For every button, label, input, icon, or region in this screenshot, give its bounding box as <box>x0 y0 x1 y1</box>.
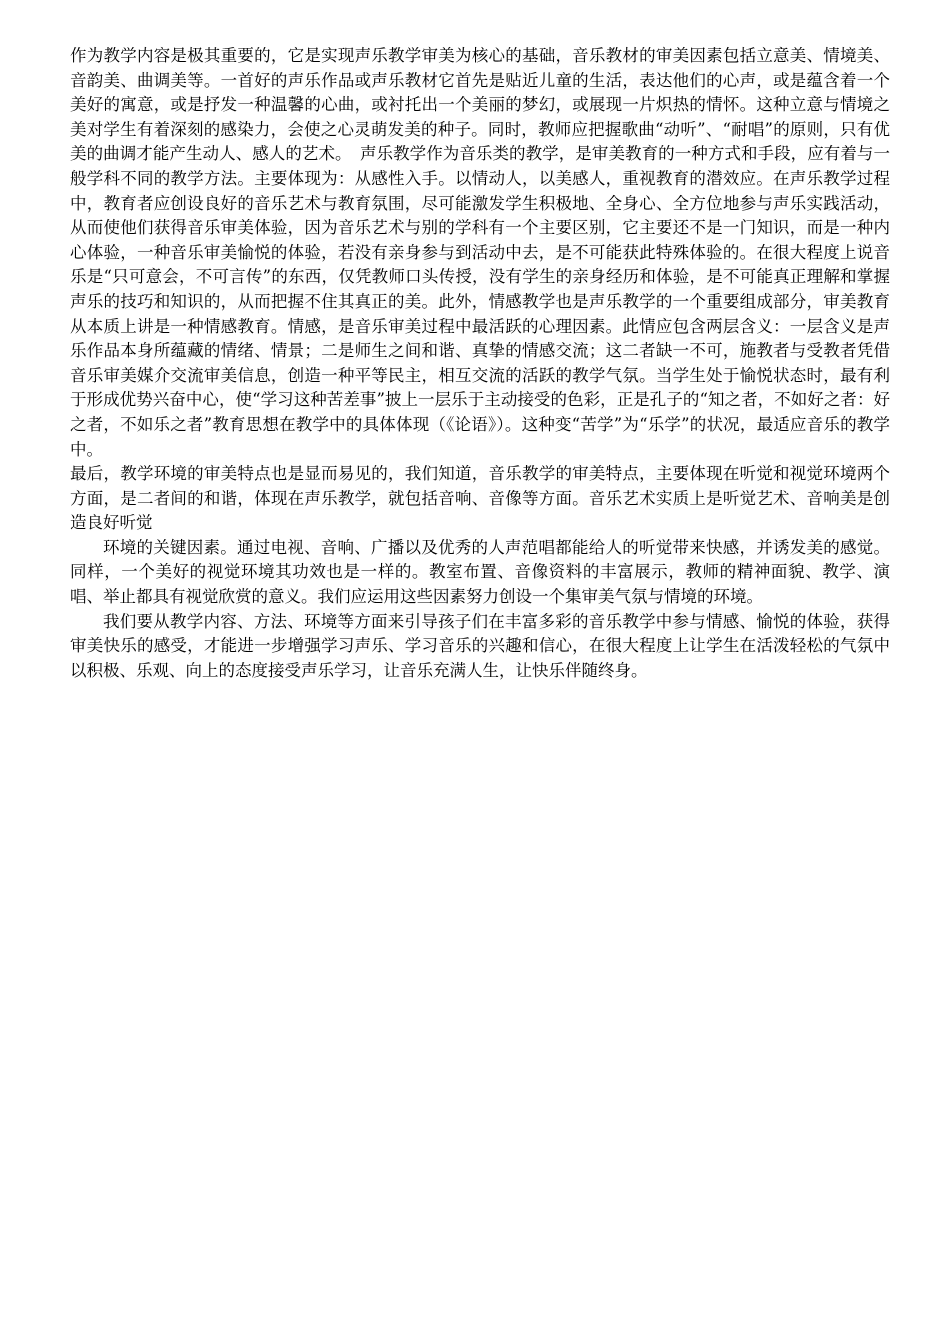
paragraph-teaching-environment: 最后，教学环境的审美特点也是显而易见的，我们知道，音乐教学的审美特点，主要体现在听觉和视觉环境两个方面，是二者间的和谐，体现在声乐教学，就包括音响、音像等方面。音乐艺术实质上是听觉艺术、音响美是创造良好听觉 <box>70 464 890 533</box>
paragraph-aesthetic-teaching-content: 作为教学内容是极其重要的，它是实现声乐教学审美为核心的基础，音乐教材的审美因素包括立意美、情境美、音韵美、曲调美等。一首好的声乐作品或声乐教材它首先是贴近儿童的生活，表达他们的心声，或是蕴含着一个美好的寓意，或是抒发一种温馨的心曲，或衬托出一个美丽的梦幻，或展现一片炽热的情怀。这种立意与情境之美对学生有着深刻的感染力，会使之心灵萌发美的种子。同时，教师应把握歌曲“动听”、“耐唱”的原则，只有优美的曲调才能产生动人、感人的艺术。 声乐教学作为音乐类的教学，是审美教育的一种方式和手段，应有着与一般学科不同的教学方法。主要体现为：从感性入手。以情动人，以美感人，重视教育的潜效应。在声乐教学过程中，教育者应创设良好的音乐艺术与教育氛围，尽可能激发学生积极地、全身心、全方位地参与声乐实践活动，从而使他们获得音乐审美体验，因为音乐艺术与别的学科有一个主要区别，它主要还不是一门知识，而是一种内心体验，一种音乐审美愉悦的体验，若没有亲身参与到活动中去，是不可能获此特殊体验的。在很大程度上说音乐是“只可意会，不可言传”的东西，仅凭教师口头传授，没有学生的亲身经历和体验，是不可能真正理解和掌握声乐的技巧和知识的，从而把握不住其真正的美。此外，情感教学也是声乐教学的一个重要组成部分，审美教育从本质上讲是一种情感教育。情感，是音乐审美过程中最活跃的心理因素。此情应包含两层含义：一层含义是声乐作品本身所蕴藏的情绪、情景；二是师生之间和谐、真挚的情感交流；这二者缺一不可，施教者与受教者凭借音乐审美媒介交流审美信息，创造一种平等民主，相互交流的活跃的教学气氛。当学生处于愉悦状态时，最有利于形成优势兴奋中心，使“学习这种苦差事”披上一层乐于主动接受的色彩，正是孔子的“知之者，不如好之者：好之者，不如乐之者”教育思想在教学中的具体体现（《论语》）。这种变“苦学”为“乐学”的状况，最适应音乐的教学中。 <box>70 46 890 459</box>
paragraph-environment-factors: 环境的关键因素。通过电视、音响、广播以及优秀的人声范唱都能给人的听觉带来快感，并诱发美的感觉。同样，一个美好的视觉环境其功效也是一样的。教室布置、音像资料的丰富展示，教师的精神面貌、教学、演唱、举止都具有视觉欣赏的意义。我们应运用这些因素努力创设一个集审美气氛与情境的环境。 <box>70 537 890 607</box>
paragraph-conclusion: 我们要从教学内容、方法、环境等方面来引导孩子们在丰富多彩的音乐教学中参与情感、愉悦的体验，获得审美快乐的感受，才能进一步增强学习声乐、学习音乐的兴趣和信心，在很大程度上让学生在活泼轻松的气氛中以积极、乐观、向上的态度接受声乐学习，让音乐充满人生，让快乐伴随终身。 <box>70 611 890 680</box>
document-body <box>70 44 890 683</box>
